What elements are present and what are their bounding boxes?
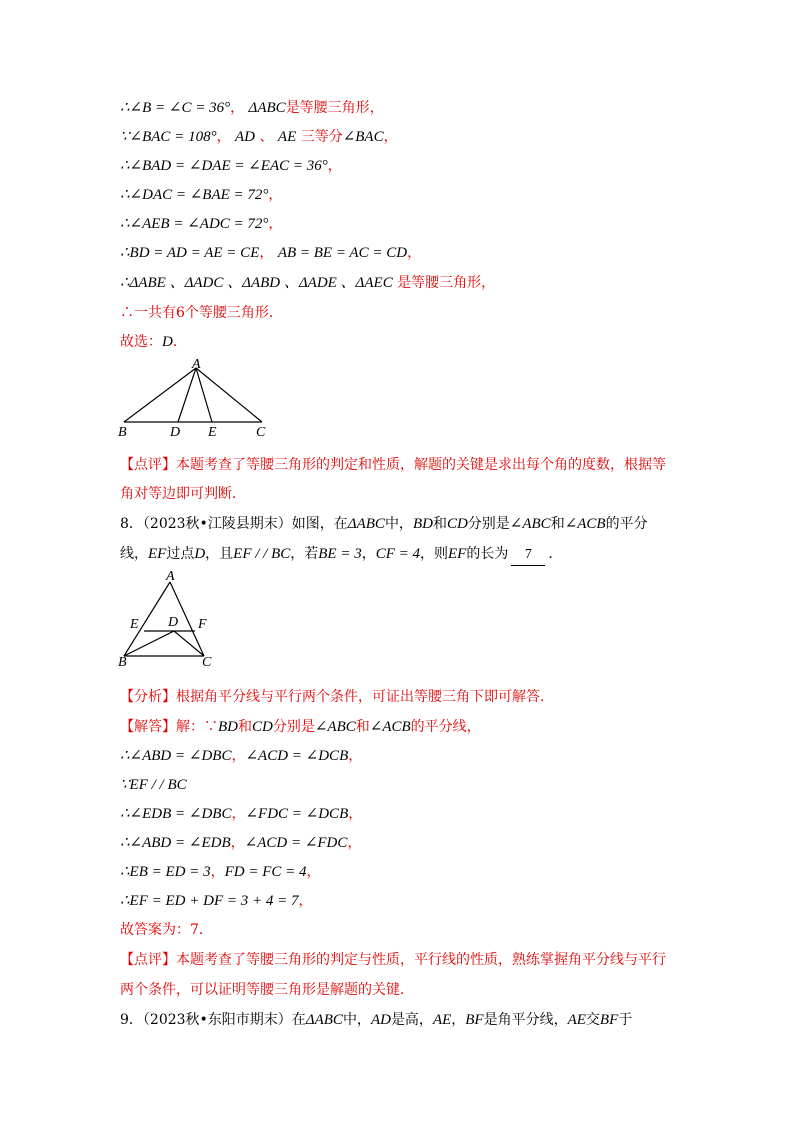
separator: ， <box>259 245 274 261</box>
answer-blank: 7 <box>511 545 545 566</box>
text: 中， <box>384 516 413 532</box>
separator: ， <box>268 187 283 203</box>
text: 是角平分线， <box>483 1012 568 1028</box>
math: ∴∠EDB = ∠DBC <box>120 806 232 822</box>
math: CD <box>252 719 273 735</box>
math: ΔABC <box>305 1012 343 1028</box>
triangle-figure-2 <box>114 568 218 672</box>
text: 和 <box>355 719 370 735</box>
math: AD <box>235 129 256 145</box>
label-E: E <box>208 425 217 440</box>
solution-line-3 <box>120 804 362 824</box>
text: 分别是 <box>467 516 510 532</box>
math: ∠FDC = ∠DCB <box>245 806 349 822</box>
separator: ， <box>383 129 398 145</box>
text: 是高， <box>390 1012 433 1028</box>
text: 8．（2023秋•江陵县期末）如图，在 <box>120 516 348 532</box>
label-A: A <box>192 358 201 372</box>
math: AB = BE = AC = CD <box>277 245 408 261</box>
text: 的平分 <box>605 516 648 532</box>
label-B: B <box>118 655 127 670</box>
math: EF <box>448 546 467 562</box>
separator: ， <box>407 245 422 261</box>
math: ∴∠BAD = ∠DAE = ∠EAC = 36° <box>120 158 328 174</box>
separator: ， <box>306 864 321 880</box>
math: CF = 4 <box>375 546 420 562</box>
math: ∴EF = ED + DF = 3 + 4 = 7 <box>120 893 299 909</box>
math: D <box>194 546 206 562</box>
solution-line-6 <box>120 891 312 911</box>
text: ， <box>451 1012 466 1028</box>
choose-label: 故选： <box>120 334 162 350</box>
segment-AC <box>196 368 262 422</box>
derivation-line-2 <box>120 127 398 147</box>
segment-AE <box>196 368 212 422</box>
separator: ， <box>327 158 342 174</box>
label-C: C <box>202 655 212 670</box>
text: ． <box>548 546 563 562</box>
separator: ， <box>210 864 225 880</box>
red-text: 是等腰三角形 <box>397 275 482 291</box>
separator: ， <box>231 806 246 822</box>
segment-AD <box>178 368 196 422</box>
separator: ， <box>216 129 231 145</box>
math: BF <box>599 1012 619 1028</box>
math: BD <box>412 516 433 532</box>
derivation-line-7 <box>120 273 495 293</box>
math: AD <box>370 1012 391 1028</box>
label-D: D <box>170 425 181 440</box>
math: ∠BAC <box>342 129 384 145</box>
text: 的长为 <box>466 546 509 562</box>
analysis <box>120 687 554 707</box>
text: ，且 <box>205 546 234 562</box>
math: EF <box>148 546 167 562</box>
separator: ， <box>347 835 362 851</box>
derivation-line-4 <box>120 185 282 205</box>
text: 解：∵ <box>176 719 218 735</box>
math: BF <box>465 1012 484 1028</box>
math: ∵∠BAC = 108° <box>120 129 217 145</box>
text: 中， <box>342 1012 371 1028</box>
analysis-tag: 【分析】 <box>120 689 176 705</box>
text: 交 <box>585 1012 600 1028</box>
math: ∠ACD = ∠FDC <box>244 835 348 851</box>
separator: 、 <box>255 129 274 145</box>
math: BE = 3 <box>318 546 362 562</box>
answer-line: 故答案为：7． <box>120 922 213 938</box>
label-A: A <box>166 569 175 584</box>
question-8-line-2 <box>120 544 562 566</box>
solution-line-4 <box>120 833 361 853</box>
math: ∴∠ABD = ∠DBC <box>120 748 232 764</box>
label-E: E <box>130 617 139 632</box>
math: BD <box>218 719 238 735</box>
text: 9．（2023秋•东阳市期末）在 <box>120 1012 306 1028</box>
text: 过点 <box>166 546 195 562</box>
math: ∴∠DAC = ∠BAE = 72° <box>120 187 269 203</box>
math: ∵EF / / BC <box>120 777 187 793</box>
math: ∠ABC <box>314 719 356 735</box>
text: 分别是 <box>272 719 315 735</box>
math: ΔABC <box>248 100 286 116</box>
conclusion-total: ∴一共有6个等腰三角形． <box>120 305 283 321</box>
question-9-line-1 <box>120 1010 632 1030</box>
derivation-line-5 <box>120 214 282 234</box>
text: 线， <box>120 546 148 562</box>
comment-text: 本题考查了等腰三角形的判定与性质，平行线的性质，熟练掌握角平分线与平行 <box>176 952 666 968</box>
separator: ， <box>230 835 245 851</box>
separator: ， <box>298 893 313 909</box>
separator: ， <box>481 275 496 291</box>
solution-line-2 <box>120 775 187 795</box>
solution-line-1 <box>120 746 362 766</box>
text: ，若 <box>290 546 319 562</box>
comment-text: 本题考查了等腰三角形的判定和性质，解题的关键是求出每个角的度数，根据等 <box>176 457 666 473</box>
segment-CD <box>174 631 204 656</box>
red-text: 是等腰三角形 <box>285 100 370 116</box>
segment-AB <box>124 368 196 422</box>
math: ∴BD = AD = AE = CE <box>120 245 260 261</box>
text: ， <box>361 546 376 562</box>
math: AE <box>567 1012 586 1028</box>
separator: ， <box>348 748 363 764</box>
derivation-line-3 <box>120 156 342 176</box>
red-text: 三等分 <box>300 129 343 145</box>
separator: ， <box>348 806 363 822</box>
math: ∴ΔABE 、ΔADC 、ΔABD 、ΔADE 、ΔAEC <box>120 275 393 291</box>
math: ∠ACD = ∠DCB <box>245 748 349 764</box>
math: ∴∠AEB = ∠ADC = 72° <box>120 216 269 232</box>
question-8-line-1 <box>120 514 648 534</box>
label-C: C <box>256 425 266 440</box>
choose-line <box>120 332 187 352</box>
math: AE <box>277 129 297 145</box>
text: 和 <box>432 516 447 532</box>
comment-1 <box>120 455 666 475</box>
separator: ， <box>230 100 245 116</box>
comment-2-cont: 两个条件，可以证明等腰三角形是解题的关键． <box>120 982 414 998</box>
math: AE <box>432 1012 452 1028</box>
comment-tag: 【点评】 <box>120 952 176 968</box>
math: ∴∠B = ∠C = 36° <box>120 100 231 116</box>
triangle-figure-1 <box>112 358 282 440</box>
text: 的平分线， <box>410 719 481 735</box>
math: ∠ACB <box>369 719 411 735</box>
solution-line-5 <box>120 862 321 882</box>
math: ∴EB = ED = 3 <box>120 864 211 880</box>
derivation-line-1 <box>120 98 384 118</box>
math: EF / / BC <box>233 546 291 562</box>
derivation-line-6 <box>120 243 421 263</box>
separator: ， <box>231 748 246 764</box>
label-B: B <box>118 425 127 440</box>
text: 于 <box>618 1012 633 1028</box>
separator: ， <box>268 216 283 232</box>
solution-tag: 【解答】 <box>120 719 176 735</box>
math: ΔABC <box>347 516 385 532</box>
math: ∴∠ABD = ∠EDB <box>120 835 231 851</box>
text: 和 <box>550 516 565 532</box>
text: 和 <box>238 719 252 735</box>
solution-intro <box>120 717 481 737</box>
analysis-text: 根据角平分线与平行两个条件，可证出等腰三角下即可解答． <box>176 689 554 705</box>
comment-tag: 【点评】 <box>120 457 176 473</box>
comment-1-cont: 角对等边即可判断． <box>120 486 246 502</box>
label-D: D <box>168 615 179 630</box>
separator: ， <box>369 100 384 116</box>
choose-end: ． <box>172 334 187 350</box>
math: ∠ACB <box>564 516 606 532</box>
choose-value: D <box>162 334 173 350</box>
math: ∠ABC <box>509 516 551 532</box>
comment-2 <box>120 950 666 970</box>
label-F: F <box>198 617 207 632</box>
math: FD = FC = 4 <box>224 864 307 880</box>
text: ，则 <box>420 546 448 562</box>
math: CD <box>446 516 468 532</box>
